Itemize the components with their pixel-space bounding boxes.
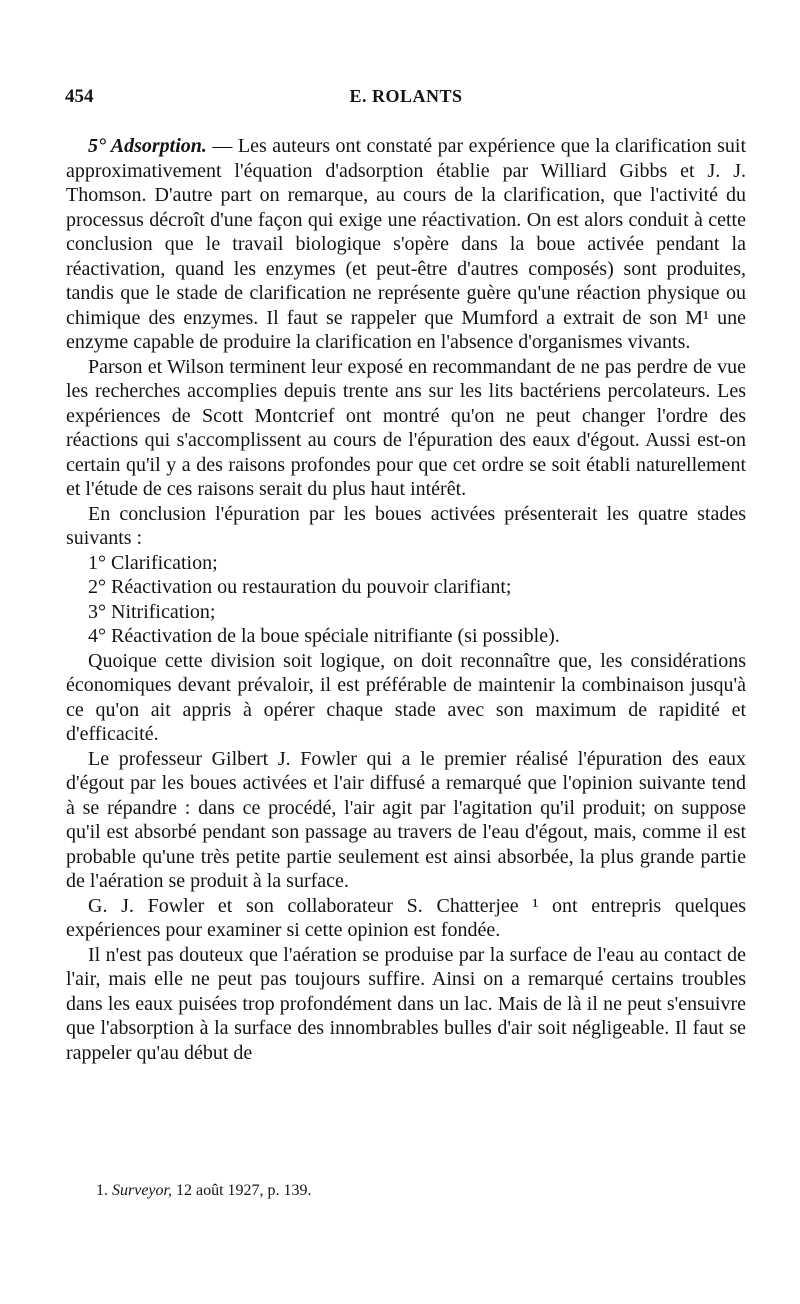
stage-list-item: 1° Clarification; [88, 551, 218, 574]
running-head: E. ROLANTS [349, 86, 463, 106]
footnote-source: Surveyor, [112, 1182, 172, 1199]
footnote-number: 1. [96, 1182, 108, 1199]
page-header [66, 86, 746, 116]
stage-list-item: 4° Réactivation de la boue spéciale nitrifiante (si possible). [88, 625, 560, 647]
paragraph-adsorption [66, 134, 746, 355]
paragraph-parson-wilson: Parson et Wilson terminent leur exposé en recommandant de ne pas perdre de vue les recherches accomplies depuis trente ans sur les lits bactériens percolateurs. Les expériences de Scott Montcrief ont montré qu'on ne peut changer l'ordre des réactions qui s'accomplissent au cours de l'épuration des eaux d'égout. Aussi est-on certain qu'il y a des raisons profondes pour que cet ordre se soit établi naturellement et l'étude de ces raisons serait du plus haut intérêt. [66, 355, 746, 500]
paragraph-conclusion: En conclusion l'épuration par les boues activées présenterait les quatre stades suivants : [66, 502, 746, 549]
paragraph-chatterjee: G. J. Fowler et son collaborateur S. Chatterjee ¹ ont entrepris quelques expériences pour examiner si cette opinion est fondée. [66, 894, 746, 941]
body-text [66, 134, 746, 1065]
footnote-detail: 12 août 1927, p. 139. [175, 1182, 312, 1199]
section-lead: 5° Adsorption. [88, 135, 207, 157]
footnote [96, 1182, 312, 1200]
paragraph-aeration: Il n'est pas douteux que l'aération se produise par la surface de l'eau au contact de l'air, mais elle ne peut pas toujours suffire. Ainsi on a remarqué certains troubles dans les eaux puisées trop profondément dans un lac. Mais de là il ne peut s'ensuivre que l'absorption à la surface des innombrables bulles d'air soit négligeable. Il faut se rappeler qu'au début de [66, 943, 746, 1064]
stage-list-item: 3° Nitrification; [88, 600, 216, 623]
paragraph-text: — Les auteurs ont constaté par expérience que la clarification suit approximativement l'équation d'adsorption établie par Williard Gibbs et J. J. Thomson. D'autre part on remarque, au cours de la clarification, que l'activité du processus décroît d'une façon qui exige une réactivation. On est alors conduit à cette conclusion que le travail biologique s'opère dans la boue activée pendant la réactivation, quand les enzymes (et peut-être d'autres composés) sont produites, tandis que le stade de clarification ne représente guère qu'une réaction physique ou chimique des enzymes. Il faut se rappeler que Mumford a extrait de son M¹ une enzyme capable de produire la clarification en l'absence d'organismes vivants. [66, 135, 747, 353]
page-number: 454 [65, 86, 94, 107]
document-page [66, 86, 746, 1286]
paragraph-fowler: Le professeur Gilbert J. Fowler qui a le premier réalisé l'épuration des eaux d'égout par les boues activées et l'air diffusé a remarqué que l'opinion suivante tend à se répandre : dans ce procédé, l'air agit par l'agitation qu'il produit; on suppose qu'il est absorbé pendant son passage au travers de l'eau d'égout, mais, comme il est probable qu'une très petite partie seulement est ainsi absorbée, la plus grande partie de l'aération se produit à la surface. [66, 747, 746, 892]
paragraph-division: Quoique cette division soit logique, on doit reconnaître que, les considérations économiques devant prévaloir, il est préférable de maintenir la combinaison jusqu'à ce qu'on ait appris à opérer chaque stade avec son maximum de rapidité et d'efficacité. [66, 649, 746, 745]
stage-list-item: 2° Réactivation ou restauration du pouvoir clarifiant; [88, 576, 512, 598]
